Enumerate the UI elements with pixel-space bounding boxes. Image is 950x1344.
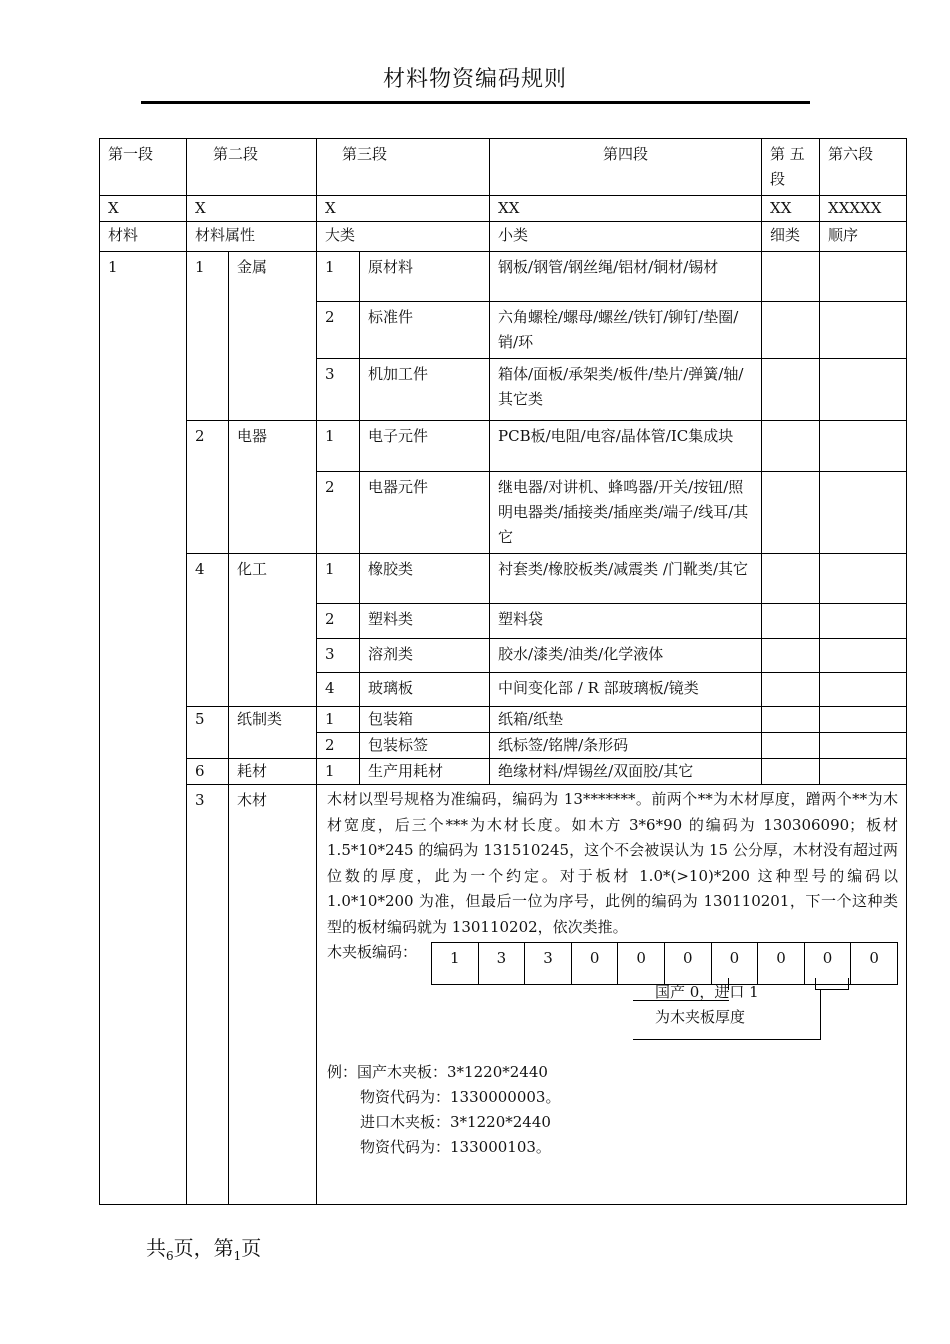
detail-cell: [762, 554, 820, 604]
example-line: 例：国产木夹板：3*1220*2440: [327, 1063, 548, 1081]
sequence-cell: [820, 673, 907, 707]
category-row: [100, 707, 907, 733]
sequence-cell: [820, 604, 907, 639]
code-digit: 0: [758, 943, 805, 985]
code-digit: 1: [432, 943, 479, 985]
class-code: 1: [317, 707, 360, 733]
group-code: 6: [187, 759, 229, 785]
header-cell: 第二段: [187, 139, 317, 196]
class-name: 机加工件: [360, 359, 490, 421]
detail-cell: [762, 733, 820, 759]
wood-rules: [317, 785, 907, 1205]
group-code: 1: [187, 252, 229, 421]
detail-cell: [762, 359, 820, 421]
meaning-cell: 材料: [100, 222, 187, 252]
subclass-list: 六角螺栓/螺母/螺丝/铁钉/铆钉/垫圈/销/环: [490, 302, 762, 359]
page-title: 材料物资编码规则: [382, 67, 567, 92]
sequence-cell: [820, 472, 907, 554]
subclass-list: 衬套类/橡胶板类/减震类 /门靴类/其它: [490, 554, 762, 604]
coding-rules-table: [99, 138, 907, 1205]
plywood-examples: [327, 1060, 898, 1160]
subclass-list: 继电器/对讲机、蜂鸣器/开关/按钮/照明电器类/插接类/插座类/端子/线耳/其它: [490, 472, 762, 554]
format-cell: XX: [762, 196, 820, 222]
header-row: [100, 139, 907, 196]
class-name: 电器元件: [360, 472, 490, 554]
meaning-row: [100, 222, 907, 252]
group-code: 3: [187, 785, 229, 1205]
class-name: 橡胶类: [360, 554, 490, 604]
subclass-list: 箱体/面板/承架类/板件/垫片/弹簧/轴/其它类: [490, 359, 762, 421]
meaning-cell: 细类: [762, 222, 820, 252]
meaning-cell: 小类: [490, 222, 762, 252]
group-name: 耗材: [229, 759, 317, 785]
class-code: 1: [317, 554, 360, 604]
current-page: 1: [233, 1249, 242, 1263]
thickness-underline: [633, 1039, 821, 1040]
header-cell: 第四段: [490, 139, 762, 196]
code-digit: 0: [664, 943, 711, 985]
detail-cell: [762, 421, 820, 472]
format-cell: X: [187, 196, 317, 222]
subclass-list: 中间变化部 / R 部玻璃板/镜类: [490, 673, 762, 707]
sequence-cell: [820, 554, 907, 604]
category-row: [100, 421, 907, 472]
origin-note: 国产 0，进口 1: [655, 983, 759, 1001]
header-cell: 第三段: [317, 139, 490, 196]
subclass-list: 钢板/钢管/钢丝绳/铝材/铜材/锡材: [490, 252, 762, 302]
sequence-cell: [820, 759, 907, 785]
plywood-code-label: 木夹板编码：: [327, 943, 418, 961]
format-cell: XXXXX: [820, 196, 907, 222]
subclass-list: 塑料袋: [490, 604, 762, 639]
code-digit: 0: [571, 943, 618, 985]
footer-text: 页，第: [173, 1236, 234, 1260]
class-code: 4: [317, 673, 360, 707]
group-name: 纸制类: [229, 707, 317, 759]
subclass-list: 纸标签/铭牌/条形码: [490, 733, 762, 759]
class-code: 1: [317, 252, 360, 302]
code-digit: 0: [618, 943, 665, 985]
class-code: 3: [317, 359, 360, 421]
detail-cell: [762, 604, 820, 639]
detail-cell: [762, 639, 820, 673]
example-line: 进口木夹板：3*1220*2440: [360, 1113, 551, 1131]
total-pages: 6: [166, 1249, 174, 1263]
group-name: 化工: [229, 554, 317, 707]
code-digit: 3: [525, 943, 572, 985]
detail-cell: [762, 707, 820, 733]
sequence-cell: [820, 302, 907, 359]
sequence-cell: [820, 421, 907, 472]
subclass-list: 胶水/漆类/油类/化学液体: [490, 639, 762, 673]
class-code: 1: [317, 759, 360, 785]
group-name: 金属: [229, 252, 317, 421]
meaning-cell: 顺序: [820, 222, 907, 252]
sequence-cell: [820, 359, 907, 421]
group-code: 4: [187, 554, 229, 707]
sequence-cell: [820, 639, 907, 673]
subclass-list: PCB板/电阻/电容/晶体管/IC集成块: [490, 421, 762, 472]
detail-cell: [762, 472, 820, 554]
code-digit: 0: [711, 943, 758, 985]
class-code: 2: [317, 733, 360, 759]
subclass-list: 纸箱/纸垫: [490, 707, 762, 733]
detail-cell: [762, 302, 820, 359]
meaning-cell: 大类: [317, 222, 490, 252]
detail-cell: [762, 759, 820, 785]
class-name: 溶剂类: [360, 639, 490, 673]
format-cell: X: [100, 196, 187, 222]
format-cell: X: [317, 196, 490, 222]
header-cell: 第 五 段: [762, 139, 820, 196]
class-name: 玻璃板: [360, 673, 490, 707]
thickness-pointer: [820, 989, 821, 1040]
example-line: 物资代码为：133000103。: [360, 1138, 551, 1156]
page-footer: [146, 1232, 261, 1263]
class-name: 电子元件: [360, 421, 490, 472]
group-name: 电器: [229, 421, 317, 554]
class-name: 包装箱: [360, 707, 490, 733]
group-code: 2: [187, 421, 229, 554]
class-name: 原材料: [360, 252, 490, 302]
category-row: [100, 759, 907, 785]
sequence-cell: [820, 733, 907, 759]
class-name: 塑料类: [360, 604, 490, 639]
wood-description: 木材以型号规格为准编码，编码为 13*******。前两个**为木材厚度，蹭两个**为木材宽度，后三个***为木材长度。如木方 3*6*90 的编码为 130306090；板材 1.5*10*245 的编码为 131510245，这个不会被误认为 15 公分厚，木材没有超过两位数的厚度，此为一个约定。对于板材 1.0*(>10)*200 这种型号的编码以 1.0*10*200 为准，但最后一位为序号，此例的编码为 130110201，下一个这种类型的板材编码就为 130110202，依次类推。: [327, 790, 899, 936]
thickness-note: 为木夹板厚度: [655, 1008, 746, 1026]
code-digit: 0: [804, 943, 851, 985]
code-digit: 0: [851, 943, 898, 985]
sequence-cell: [820, 252, 907, 302]
example-line: 物资代码为：1330000003。: [360, 1088, 561, 1106]
material-code: 1: [100, 252, 187, 1205]
header-cell: 第六段: [820, 139, 907, 196]
class-name: 标准件: [360, 302, 490, 359]
format-row: [100, 196, 907, 222]
sequence-cell: [820, 707, 907, 733]
group-code: 5: [187, 707, 229, 759]
plywood-code-boxes: [431, 942, 898, 985]
detail-cell: [762, 252, 820, 302]
plywood-code-diagram: [327, 940, 898, 1040]
class-code: 2: [317, 604, 360, 639]
footer-text: 页: [241, 1236, 262, 1260]
category-row: [100, 554, 907, 604]
code-digit: 3: [478, 943, 525, 985]
class-code: 3: [317, 639, 360, 673]
class-code: 1: [317, 421, 360, 472]
format-cell: XX: [490, 196, 762, 222]
header-cell: 第一段: [100, 139, 187, 196]
footer-text: 共: [146, 1236, 166, 1260]
class-code: 2: [317, 472, 360, 554]
meaning-cell: 材料属性: [187, 222, 317, 252]
subclass-list: 绝缘材料/焊锡丝/双面胶/其它: [490, 759, 762, 785]
group-name: 木材: [229, 785, 317, 1205]
title-underline: [141, 101, 810, 104]
category-row: [100, 252, 907, 302]
class-name: 包装标签: [360, 733, 490, 759]
class-code: 2: [317, 302, 360, 359]
class-name: 生产用耗材: [360, 759, 490, 785]
detail-cell: [762, 673, 820, 707]
wood-row: [100, 785, 907, 1205]
